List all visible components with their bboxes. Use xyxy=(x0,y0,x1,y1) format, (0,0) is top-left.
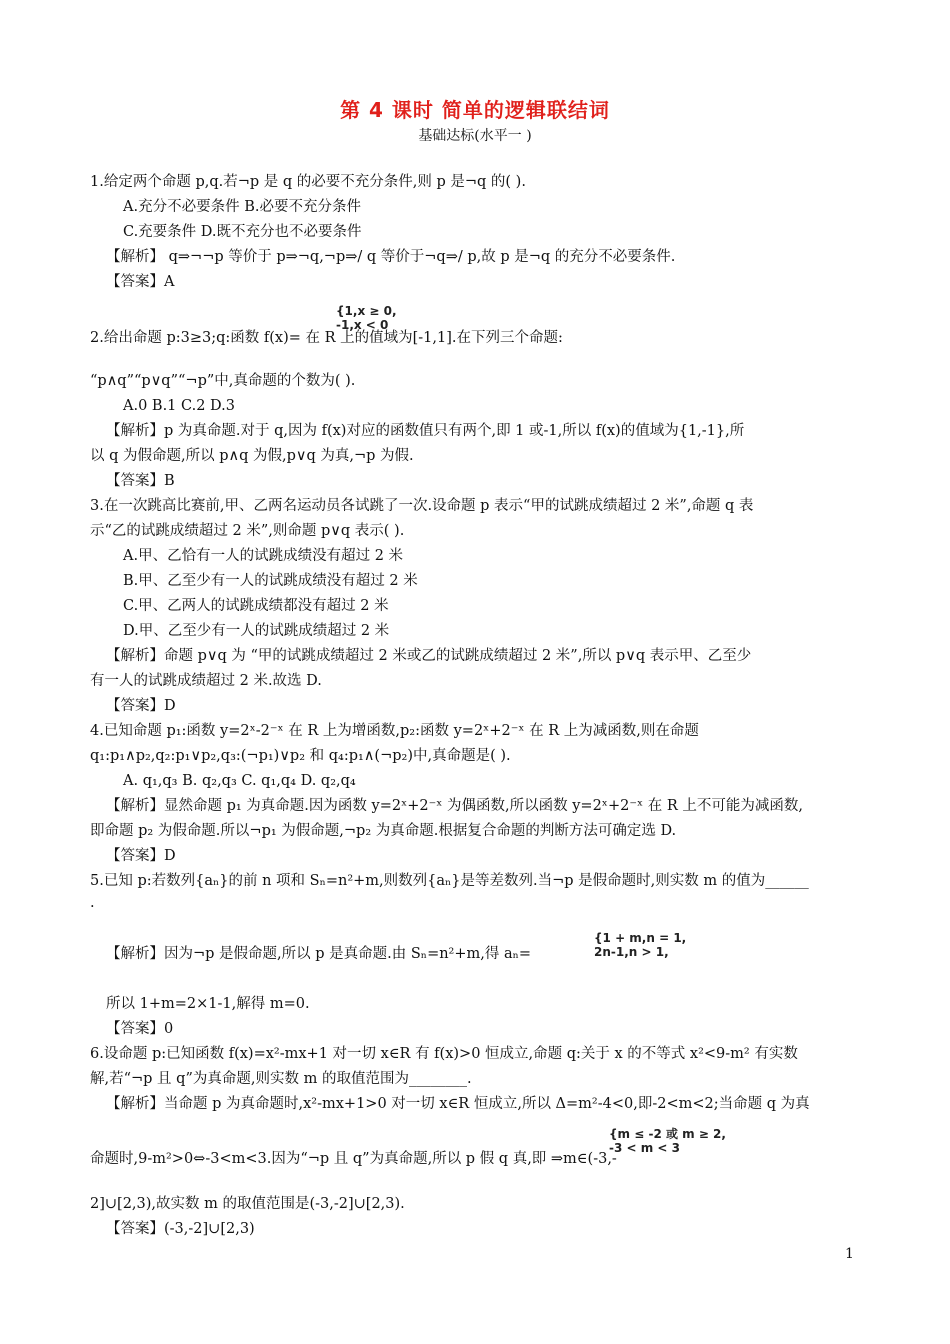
page-number: 1 xyxy=(845,1246,854,1262)
q3-opt-a: A.甲、乙恰有一人的试跳成绩没有超过 2 米 xyxy=(123,548,404,564)
q6-answer: 【答案】(-3,-2]∪[2,3) xyxy=(106,1221,255,1237)
q3-stem: 3.在一次跳高比赛前,甲、乙两名运动员各试跳了一次.设命题 p 表示“甲的试跳成绩超过 2 米”,命题 q 表 xyxy=(90,498,754,514)
q3-opt-d: D.甲、乙至少有一人的试跳成绩超过 2 米 xyxy=(123,623,390,639)
q6-analysis-3: 2]∪[2,3),故实数 m 的取值范围是(-3,-2]∪[2,3). xyxy=(90,1196,405,1212)
formula-row: {1,x ≥ 0, xyxy=(336,304,397,318)
q4-opts: A. q₁,q₃ B. q₂,q₃ C. q₁,q₄ D. q₂,q₄ xyxy=(123,773,356,789)
page-subtitle: 基础达标(水平一 ) xyxy=(418,128,532,144)
q3-opt-b: B.甲、乙至少有一人的试跳成绩没有超过 2 米 xyxy=(123,573,418,589)
q2-answer: 【答案】B xyxy=(106,473,175,489)
formula-row: -1,x < 0 xyxy=(336,318,389,332)
formula-row: -3 < m < 3 xyxy=(609,1141,681,1155)
formula-row: 2n-1,n > 1, xyxy=(594,945,669,959)
q4-answer: 【答案】D xyxy=(106,848,176,864)
q4-analysis-2: 即命题 p₂ 为假命题.所以¬p₁ 为假命题,¬p₂ 为真命题.根据复合命题的判断方法可确定选 D. xyxy=(90,823,677,839)
q3-stem-2: 示“乙的试跳成绩超过 2 米”,则命题 p∨q 表示( ). xyxy=(90,523,405,539)
q2-analysis: 【解析】p 为真命题.对于 q,因为 f(x)对应的函数值只有两个,即 1 或-1,所以 f(x)的值域为{1,-1},所 xyxy=(106,423,745,439)
q2-opts: A.0 B.1 C.2 D.3 xyxy=(123,398,235,414)
q5-analysis-2: 所以 1+m=2×1-1,解得 m=0. xyxy=(106,996,310,1012)
formula-row: {1 + m,n = 1, xyxy=(594,931,687,945)
q5-stem: 5.已知 p:若数列{aₙ}的前 n 项和 Sₙ=n²+m,则数列{aₙ}是等差数列.当¬p 是假命题时,则实数 m 的值为______ xyxy=(90,873,809,889)
page-title: 第 4 课时 简单的逻辑联结词 xyxy=(340,98,610,122)
q1-opt-ab: A.充分不必要条件 B.必要不充分条件 xyxy=(123,199,361,215)
q6-analysis-2: 命题时,9-m²>0⇔-3<m<3.因为“¬p 且 q”为真命题,所以 p 假 q 真,即 ⇒m∈(-3,- xyxy=(90,1151,617,1167)
q5-piecewise xyxy=(594,931,686,959)
q4-analysis: 【解析】显然命题 p₁ 为真命题.因为函数 y=2ˣ+2⁻ˣ 为偶函数,所以函数 y=2ˣ+2⁻ˣ 在 R 上不可能为减函数, xyxy=(106,798,803,814)
q3-opt-c: C.甲、乙两人的试跳成绩都没有超过 2 米 xyxy=(123,598,389,614)
q5-stem-2: . xyxy=(90,895,95,911)
q4-stem: 4.已知命题 p₁:函数 y=2ˣ-2⁻ˣ 在 R 上为增函数,p₂:函数 y=2ˣ+2⁻ˣ 在 R 上为减函数,则在命题 xyxy=(90,723,699,739)
q5-answer: 【答案】0 xyxy=(106,1021,174,1037)
q6-stem: 6.设命题 p:已知函数 f(x)=x²-mx+1 对一切 x∈R 有 f(x)>0 恒成立,命题 q:关于 x 的不等式 x²<9-m² 有实数 xyxy=(90,1046,798,1062)
q2-stem-2: “p∧q”“p∨q”“¬p”中,真命题的个数为( ). xyxy=(90,373,356,389)
q1-answer: 【答案】A xyxy=(106,274,175,290)
q4-stem-2: q₁:p₁∧p₂,q₂:p₁∨p₂,q₃:(¬p₁)∨p₂ 和 q₄:p₁∧(¬p₂)中,真命题是( ). xyxy=(90,748,511,764)
q2-stem: 2.给出命题 p:3≥3;q:函数 f(x)= 在 R 上的值域为[-1,1].在下列三个命题: xyxy=(90,330,563,346)
q5-analysis: 【解析】因为¬p 是假命题,所以 p 是真命题.由 Sₙ=n²+m,得 aₙ= xyxy=(106,946,532,962)
q1-opt-cd: C.充要条件 D.既不充分也不必要条件 xyxy=(123,224,362,240)
q3-analysis: 【解析】命题 p∨q 为 “甲的试跳成绩超过 2 米或乙的试跳成绩超过 2 米”,所以 p∨q 表示甲、乙至少 xyxy=(106,648,752,664)
q6-stem-2: 解,若“¬p 且 q”为真命题,则实数 m 的取值范围为________. xyxy=(90,1071,472,1087)
q2-analysis-2: 以 q 为假命题,所以 p∧q 为假,p∨q 为真,¬p 为假. xyxy=(90,448,414,464)
q3-analysis-2: 有一人的试跳成绩超过 2 米.故选 D. xyxy=(90,673,322,689)
q1-stem: 1.给定两个命题 p,q.若¬p 是 q 的必要不充分条件,则 p 是¬q 的( ). xyxy=(90,174,526,190)
q1-analysis: 【解析】 q⇒¬¬p 等价于 p⇒¬q,¬p⇒/ q 等价于¬q⇒/ p,故 p 是¬q 的充分不必要条件. xyxy=(106,249,676,265)
q2-piecewise xyxy=(336,304,397,332)
q6-analysis: 【解析】当命题 p 为真命题时,x²-mx+1>0 对一切 x∈R 恒成立,所以 Δ=m²-4<0,即-2<m<2;当命题 q 为真 xyxy=(106,1096,810,1112)
q6-system xyxy=(609,1127,726,1155)
formula-row: {m ≤ -2 或 m ≥ 2, xyxy=(609,1127,726,1141)
q3-answer: 【答案】D xyxy=(106,698,176,714)
